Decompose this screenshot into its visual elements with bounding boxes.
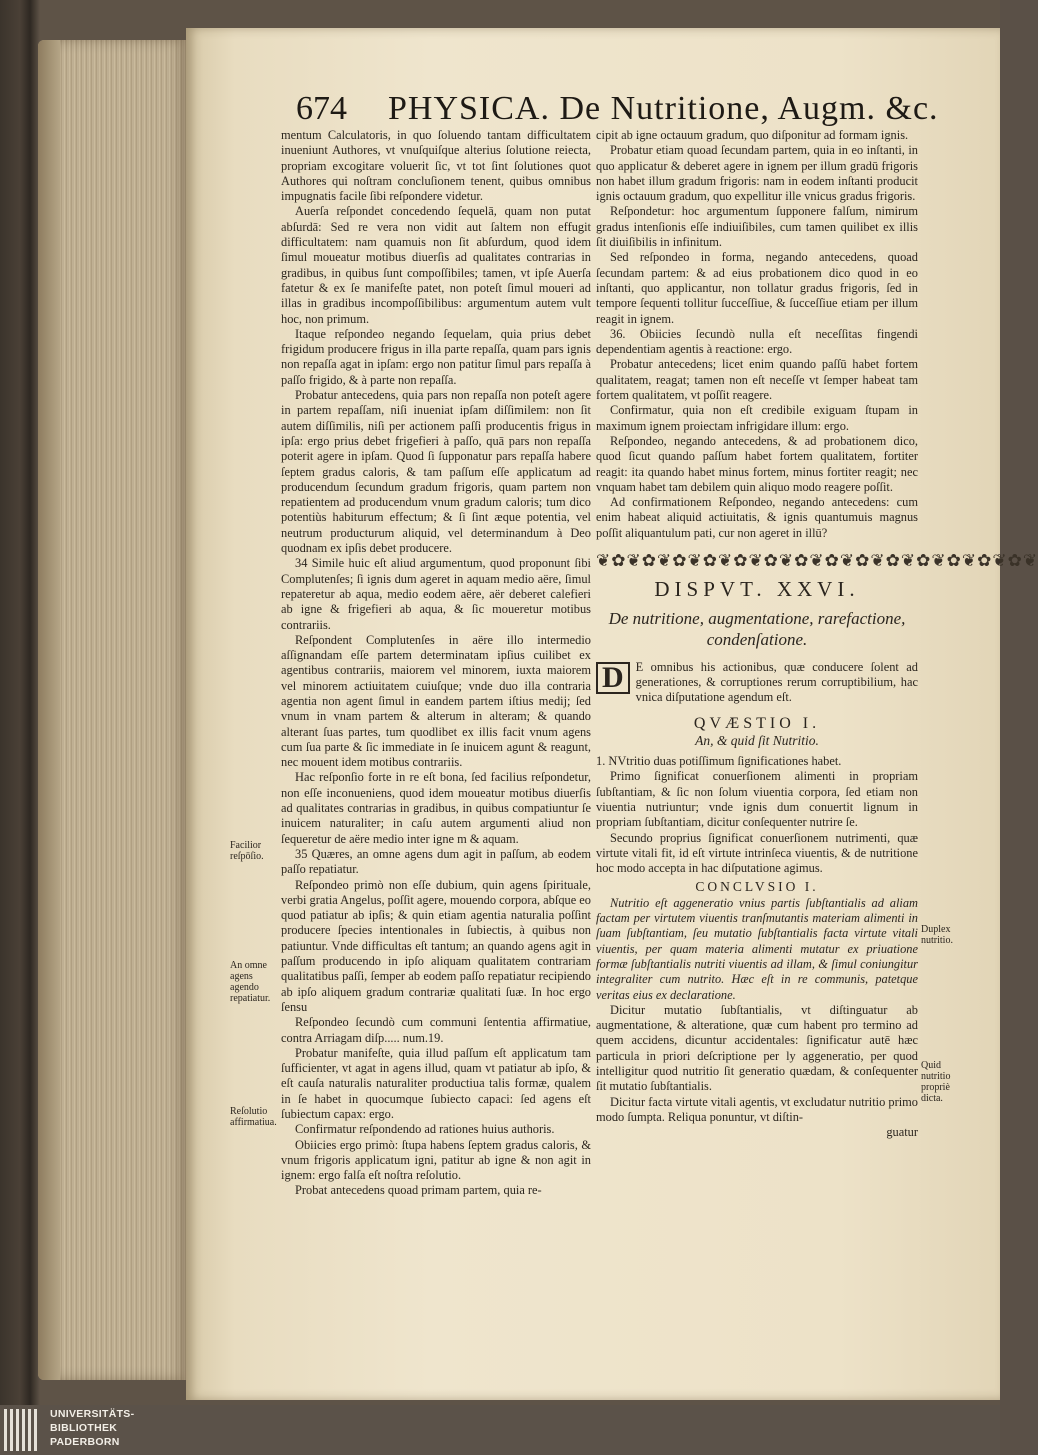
paragraph: Dicitur facta virtute vitali agentis, vt excludatur nutritio primo modo ſumpta. Reliqua ponuntur, vt diſtin- — [596, 1094, 918, 1124]
library-logo-icon — [0, 1405, 44, 1455]
paragraph: Hac reſponſio forte in re eſt bona, ſed facilius reſpondetur, non eſſe inconueniens, quod idem moueatur motibus diuerſis ad qualitates contrarias in gradibus, in quibus compatiuntur ſe inuicem naturaliter; in caſu autem argumenti aliud non ſequeretur de aëre medio inter igne m & aquam. — [281, 770, 591, 846]
paragraph: Ad confirmationem Reſpondeo, negando antecedens: cum enim habeat aliquid actiuitatis, & ignis quantumuis magnus poſſit aliquantulum pati, cur non ageret in illū? — [596, 495, 918, 540]
library-name — [50, 1407, 134, 1449]
margin-note-an-omne: An omne agens agendo repatiatur. — [230, 960, 271, 1004]
library-name-line: PADERBORN — [50, 1436, 120, 1448]
paragraph: Auerſa reſpondet concedendo ſequelā, quam non putat abſurdā: Sed re vera non vidit aut ſaltem non effugit difficultatem: nam quamuis non ſit abſurdum, quod idem ſimul moueatur motibus diuerſis ad qualitates contrarias in gradibus, in quibus ſunt compoſſibiles; tamen, vt ipſe Auerſa fatetur & ex ſe manifeſte patet, non poteſt ſimul moueri ad illas in gradibus incompoſſibilibus: argumentum autem vult hoc, non primum. — [281, 204, 591, 326]
paragraph: Confirmatur reſpondendo ad rationes huius authoris. — [295, 1122, 555, 1137]
drop-cap: D — [596, 662, 630, 694]
paragraph: Reſpondeo primò non eſſe dubium, quin agens ſpirituale, verbi gratia Angelus, poſſit agere, mouendo corpora, abſque eo quod patiatur ab ipſis; & quin etiam agentia naturalia poſſint producere ſpecies intentionales in ſubiectis, à quibus non patiuntur. Vnde difficultas eſt tantum; an quando agens agit in paſſum producendo in ipſo aliquam qualitatem contrariam qualitatibus paſſi, ſemper ab eodem paſſo repatiatur recipiendo ab ipſo aliquem gradum contrariæ qualitati ſuæ. In hoc ergo ſensu — [281, 877, 592, 1014]
disputatio-intro — [596, 660, 918, 706]
paragraph: Secundo proprius ſignificat conuerſionem nutrimenti, quæ virtute vitali fit, id eſt virtute intrinſeca viuentis, & de nutritione hoc modo accepta in hac diſputatione agimus. — [596, 830, 918, 876]
paragraph: 36. Obiicies ſecundò nulla eſt neceſſitas fingendi dependentiam agentis à reactione: ergo. — [596, 326, 918, 357]
paragraph: Reſpondeo, negando antecedens, & ad probationem dico, quod ſicut quando paſſum habet fortem qualitatem, fortiter reagit: ita quando habet minus fortem, minus fortiter reagit; nec vnquam habet tam debilem quin aliquo modo reagere poſſit. — [596, 433, 918, 494]
intro-text: E omnibus his actionibus, quæ conducere ſolent ad generationes, & corruptiones rerum corruptibilium, hac vnica diſputatione agendum eſt. — [635, 659, 918, 705]
paragraph: 34 Simile huic eſt aliud argumentum, quod proponunt ſibi Complutenſes; ſi ignis dum ageret in aquam medio aëre, ſimul repateretur ab aqua, medio eodem aëre, aër deberet calefieri ab igne & frigefieri ab aqua, & ſic moueretur motibus contrariis. — [281, 556, 591, 632]
paragraph: Obiicies ergo primò: ſtupa habens ſeptem gradus caloris, & vnum frigoris applicatum igni, patitur ab igne & non agit in ignem: ergo falſa eſt noſtra reſolutio. — [281, 1137, 591, 1183]
paragraph: Dicitur mutatio ſubſtantialis, vt diſtinguatur ab augmentatione, & alteratione, quæ cum habent pro termino ad quem accidens, dicuntur accidentales: ſignificatur autē hæc particula in priori deſcriptione per ly aggeneratio, per quod intelligitur quod nutritio ſit generatio quædam, & conſequenter ſit mutatio ſubſtantialis. — [596, 1002, 918, 1094]
quaestio-subtitle: An, & quid ſit Nutritio. — [695, 732, 819, 748]
page-number: 674 — [296, 90, 347, 127]
paragraph: 1. NVtritio duas potiſſimum ſignificationes habet. — [596, 754, 842, 769]
paragraph: cipit ab igne octauum gradum, quo diſponitur ad formam ignis. — [596, 128, 909, 142]
paragraph: Probatur antecedens, quia pars non repaſſa non poteſt agere in partem repaſſam, niſi inueniat ipſam diſſimilem: non ſit autem diſſimilis, niſi per actionem paſſi producentis frigus in ipſa: ergo prius debet frigefieri à paſſo, quā pars non repaſſa poterit agere in ipſam. Quod ſi ſupponatur pars repaſſa habere ſeptem gradus caloris, & tam paſſum eſſe applicatum ad producendum ſecundum gradum frigoris, quam partem non repatientem ad producendum vnum gradum caloris; tum dico potentiùs habiturum effectum; & ſi ſint æque potentia, vel neutrum producturum aliquid, vel determinandum à Deo quodnam ex ipſis debet producere. — [281, 388, 591, 556]
paragraph: 35 Quæres, an omne agens dum agit in paſſum, ab eodem paſſo repatiatur. — [281, 846, 591, 877]
margin-note-quid: Quid nutritio propriè dicta. — [921, 1060, 951, 1104]
margin-note-duplex: Duplex nutritio. — [921, 924, 953, 946]
footer-bar — [0, 1405, 1000, 1455]
catchword: guatur — [886, 1125, 918, 1140]
paragraph: Probat antecedens quoad primam partem, quia re- — [295, 1183, 542, 1198]
paragraph: Itaque reſpondeo negando ſequelam, quia prius debet frigidum producere frigus in illa parte repaſſa, quam pars ignis non repaſſa agat in ipſam: ergo non patitur ſimul pars repaſſa à paſſo frigido, & à parte non repaſſa. — [281, 326, 591, 387]
page-title: PHYSICA. De Nutritione, Augm. &c. — [388, 90, 939, 127]
conclusio-heading: CONCLVSIO I. — [695, 879, 819, 895]
quaestio-heading: QVÆSTIO I. — [693, 714, 821, 732]
library-name-line: BIBLIOTHEK — [50, 1422, 118, 1434]
paragraph: Primo ſignificat conuerſionem alimenti in propriam ſubſtantiam, & ſic non ſolum viuentia corpora, ſed etiam non viuentia nutriuntur; vnde ignis dum conuertit lignum in propriam ſubſtantiam, dicitur conſequenter nutrire ſe. — [596, 769, 918, 830]
margin-note-facilior: Facilior reſpōſio. — [230, 840, 264, 862]
disputatio-subtitle: De nutritione, augmentatione, rarefactione, condenſatione. — [608, 608, 906, 649]
margin-note-resolutio: Reſolutio affirmatiua. — [230, 1106, 277, 1128]
paragraph: Confirmatur, quia non eſt credibile exiguam ſtupam in maximum ignem proiectam infrigidare illum: ergo. — [596, 403, 918, 433]
book-fore-edge — [38, 40, 188, 1380]
paragraph: Sed reſpondeo in forma, negando antecedens, quoad ſecundam partem: & ad eius probationem dico quod in eo inſtanti, quo applicantur, non tollatur gradus frigoris, ſed in tempore ſequenti tollitur ſucceſſiue, & ſucceſſiue etiam per illum reagit in ignem. — [596, 250, 918, 326]
paragraph: Reſpondent Complutenſes in aëre illo intermedio aſſignandam eſſe partem determinatam ipſius cuilibet ex agentibus contrariis, maiorem vel minorem, iuxta maiorem vel minorem actiuitatem cuiuſque; vnde duo illa contraria agentia non agent ſimul in eandem partem iſtius medij; ſed vnum in vnam partem & alterum in alteram; & quando alterant ſuas partes, tum quodlibet ex illis facit vnum agens cum ſua parte & ſic immediate in ſe inuicem agunt & reagunt, nec mouent idem motibus contrariis. — [281, 632, 591, 770]
paragraph: Reſpondetur: hoc argumentum ſupponere falſum, nimirum gradus intenſionis eſſe indiuiſibiles, cum tamen quilibet ex illis ſit diuiſibilis in infinitum. — [596, 204, 918, 250]
library-name-line: UNIVERSITÄTS- — [50, 1408, 135, 1420]
paragraph: mentum Calculatoris, in quo ſoluendo tantam difficultatem inueniunt Authores, vt vnuſquiſque alterius ſolutione reiecta, propriam excogitare voluerit ſic, vt tot ſint ſolutiones quot Authores qui noſtram concluſionem tenent, quibus omnibus impugnatis facile ſibi reſpondere videtur. — [281, 128, 591, 204]
paragraph: Nutritio eſt aggeneratio vnius partis ſubſtantialis ad aliam factam per virtutem viuentis tranſmutantis materiam alimenti in ſuam ſubſtantiam, ſeu mutatio ſubſtantialis facta virtute vitali viuentis, per quam materia alimenti mutatur ex priuatione formæ ſubſtantialis nutriti viuentis ad illam, & ſimul coniungitur integraliter cum nutrito. Hæc eſt in re communis, patetque veritas eius ex declaratione. — [596, 895, 918, 1002]
disputatio-heading: DISPVT. XXVI. — [654, 577, 860, 602]
paragraph: Probatur manifeſte, quia illud paſſum eſt applicatum tam ſufficienter, vt agat in agens illud, quam vt patiatur ab ipſo, & eſt cauſa naturalis naturaliter productiua talis formæ, qualem in ſe habet in quocumque ſubiecto capaci: ſed agens eſt ſubiectum capax: ergo. — [281, 1045, 591, 1121]
paragraph: Reſpondeo ſecundò cum communi ſententia affirmatiue, contra Arriagam diſp..... num.19. — [281, 1015, 591, 1045]
paragraph: Probatur antecedens; licet enim quando paſſū habet fortem qualitatem, reagat; tamen non eſt neceſſe vt ſemper habeat tam fortem qualitatem, vt poſſit reagere. — [596, 357, 918, 403]
left-text-column — [281, 128, 591, 1199]
ornament-band: ❦✿❦✿❦✿❦✿❦✿❦✿❦✿❦✿❦✿❦✿❦✿❦✿❦✿❦✿❦ — [596, 551, 1038, 571]
paragraph: Probatur etiam quoad ſecundam partem, quia in eo inſtanti, in quo applicatur & deberet agere in ignem per illum gradū frigoris non habet illum gradum frigoris: nam in eodem inſtanti producit ignis octauum gradum, quo expellitur ille vnicus gradus frigoris. — [596, 143, 918, 204]
book-page — [186, 28, 1038, 1400]
